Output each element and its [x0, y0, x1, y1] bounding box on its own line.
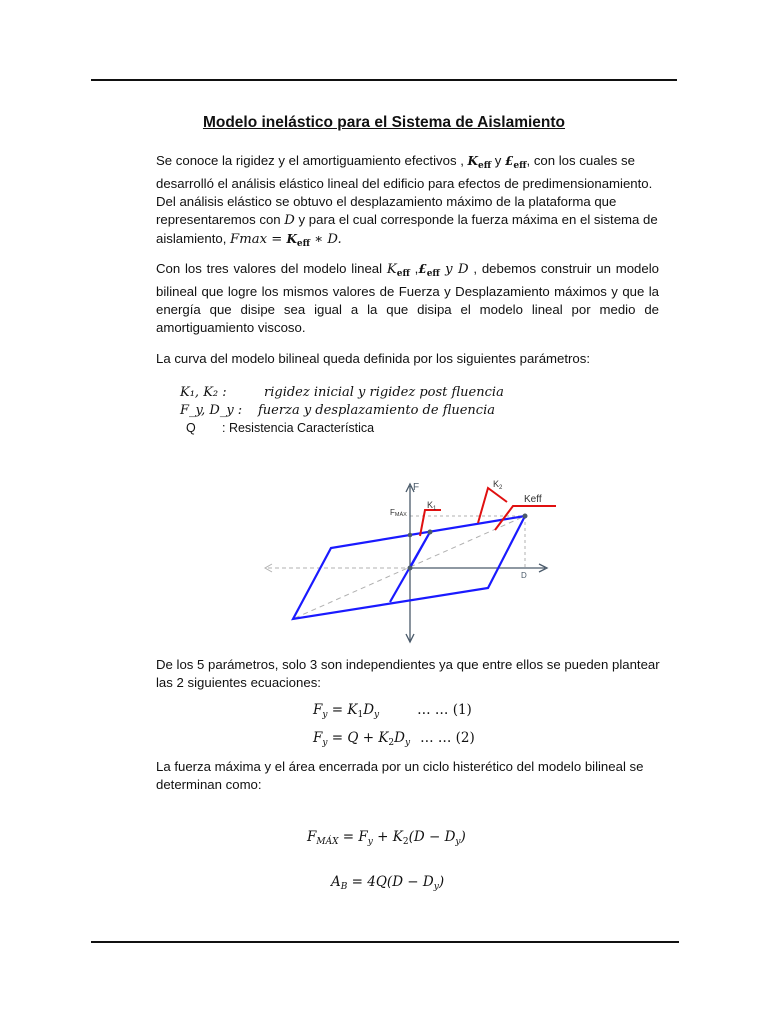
p1-text-c: y para el cual corresponde la fuerza máxima en el sistema de aislamiento,: [156, 212, 658, 246]
parameter-list: [180, 383, 504, 437]
param-row-f: F_y, D_y : fuerza y desplazamiento de fluencia: [180, 403, 495, 418]
paragraph-3: La curva del modelo bilineal queda definida por los siguientes parámetros:: [156, 351, 590, 366]
paragraph-5: La fuerza máxima y el área encerrada por un ciclo histerético del modelo bilineal se determinan como:: [156, 759, 644, 792]
paragraph-1: [156, 152, 659, 253]
paragraph-4: De los 5 parámetros, solo 3 son independientes ya que entre ellos se pueden plantear las 2 siguientes ecuaciones:: [156, 657, 660, 690]
p2-y-d: y D: [439, 262, 469, 277]
equation-1: $F_y = K_1D_y$ … … (1): [313, 702, 472, 720]
paragraph-2: Con los tres valores del modelo lineal $K_{eff}$ $,£_{eff}$ y D , debemos construir un modelo bilineal que logre los mismos valores de Fuerza y Desplazamiento máximos y que la energía que disipe sea igual a la que disipa el modelo lineal por medio de amortiguamiento viscoso.: [156, 261, 659, 335]
fmax-label: FMÁX: [390, 508, 407, 518]
axis-yield-point: [408, 533, 413, 538]
fmax-formula: $Fmax = K_{eff}$ ∗ D.: [230, 232, 342, 249]
top-rule: [91, 79, 677, 81]
k1-label: $K_1$: [427, 500, 437, 512]
p2-text-a: Con los tres valores del modelo lineal: [156, 261, 387, 276]
equation-area: $A_B = 4Q(D - D_y)$: [331, 874, 445, 892]
d-axis-label: D: [521, 571, 527, 580]
d-symbol: D: [284, 213, 295, 228]
p2-keff: $K_{eff}$: [386, 262, 410, 279]
p1-text-a: Se conoce la rigidez y el amortiguamiento efectivos ,: [156, 153, 468, 168]
param-row-k: K₁, K₂ : rigidez inicial y rigidez post fluencia: [180, 385, 504, 400]
origin-point: [408, 566, 413, 571]
bilinear-hysteresis-figure: [0, 470, 768, 650]
xi-eff-symbol: $£_{eff}$: [505, 154, 527, 171]
param-row-q: Q : Resistencia Característica: [186, 421, 375, 435]
k2-label: $K_2$: [493, 479, 503, 491]
p1-text-y: y: [491, 153, 506, 168]
p1-text-b: , con los cuales se desarrolló el análisis elástico lineal del edificio para efectos de predimensionamiento. Del análisis elástico se obtuvo el desplazamiento máximo de la plataforma que representaremos con: [156, 153, 653, 227]
keff-symbol: $K_{eff}$: [467, 154, 492, 171]
equation-2: $F_y = Q + K_2D_y$ … … (2): [313, 730, 475, 748]
f-axis-label: F: [413, 482, 420, 493]
max-point: [523, 514, 528, 519]
k2-tangent: [478, 488, 507, 523]
page-title: Modelo inelástico para el Sistema de Aislamiento: [202, 114, 566, 131]
equation-fmax: $F_{MÁX} = F_y + K_2(D - D_y)$: [307, 829, 466, 847]
bottom-rule: [91, 941, 679, 943]
yield-point: [428, 530, 433, 535]
p2-text-b: , debemos construir un modelo bilineal que logre los mismos valores de Fuerza y Desplazamiento máximos y que la energía que disipe sea igual a la que disipa el modelo lineal por medio de amortiguamiento viscoso.: [156, 261, 659, 335]
keff-label: Keff: [524, 494, 542, 505]
p2-xi: $£_{eff}$: [418, 262, 440, 279]
